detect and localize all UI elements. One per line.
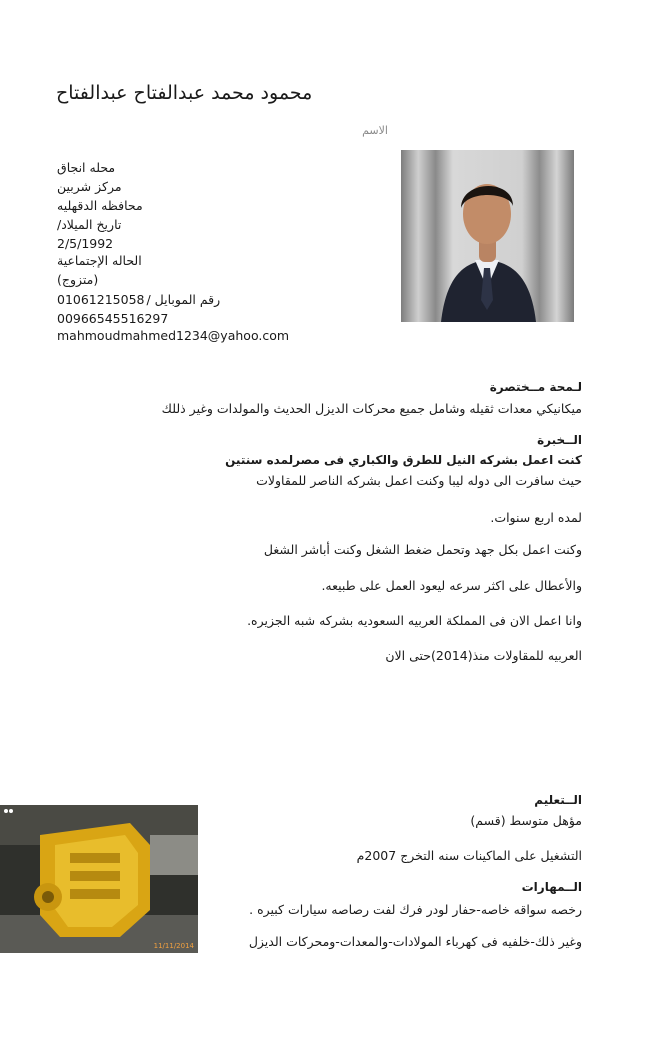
address-line-1: محله انجاق (57, 160, 116, 175)
profile-photo (401, 150, 574, 322)
skills-title: الــمهارات (521, 880, 582, 894)
person-photo-icon (401, 150, 574, 322)
mobile-number: 01061215058 (57, 292, 145, 307)
experience-line: حيث سافرت الى دوله ليبا وكنت اعمل بشركه الناصر للمقاولات (256, 473, 582, 488)
experience-line: وكنت اعمل بكل جهد وتحمل ضغط الشغل وكنت أباشر الشغل (263, 542, 582, 557)
experience-title: الــخبرة (537, 433, 582, 447)
education-title: الــتعليم (534, 793, 582, 807)
engine-timestamp: 11/11/2014 (153, 942, 194, 950)
engine-photo-icon (0, 805, 198, 953)
address-line-2: مركز شربين (57, 179, 122, 194)
skills-line: وغير ذلك-خلفيه فى كهرباء المولادات-والمعدات-ومحركات الديزل (248, 934, 582, 949)
name-label: الاسم (362, 124, 388, 137)
birth-date: 2/5/1992 (57, 236, 114, 251)
phone-number: 00966545516297 (57, 311, 169, 326)
engine-photo (0, 805, 198, 953)
address-line-3: محافظه الدقهليه (57, 198, 143, 213)
education-qualification: مؤهل متوسط (قسم) (470, 813, 582, 828)
marital-label: الحاله الإجتماعية (57, 253, 142, 268)
experience-line: لمده اربع سنوات. (490, 510, 582, 525)
summary-text: ميكانيكي معدات ثقيله وشامل جميع محركات الديزل الحديث والمولدات وغير ذللك (161, 401, 582, 416)
applicant-name: محمود محمد عبدالفتاح عبدالفتاح (56, 82, 313, 104)
education-details: التشغيل على الماكينات سنه التخرج 2007م (356, 848, 582, 863)
mobile-row (57, 291, 220, 309)
experience-line: والأعطال على اكثر سرعه ليعود العمل على طبيعه. (321, 578, 582, 593)
experience-line: العربيه للمقاولات منذ(2014)حتى الان (385, 648, 582, 663)
skills-line: رخصه سواقه خاصه-حفار لودر فرك لفت رصاصه سيارات كبيره . (249, 902, 582, 917)
mobile-label: رقم الموبايل / (146, 292, 221, 307)
marital-value: (متزوج) (57, 272, 99, 287)
summary-title: لـمحة مــختصرة (489, 380, 582, 394)
email-address: mahmoudmahmed1234@yahoo.com (57, 328, 290, 343)
experience-line: وانا اعمل الان فى المملكة العربيه السعوديه بشركه شبه الجزيره. (247, 613, 582, 628)
birth-label: تاريخ الميلاد/ (57, 217, 122, 232)
experience-headline: كنت اعمل بشركه النيل للطرق والكباري فى مصرلمده سنتين (225, 453, 582, 467)
